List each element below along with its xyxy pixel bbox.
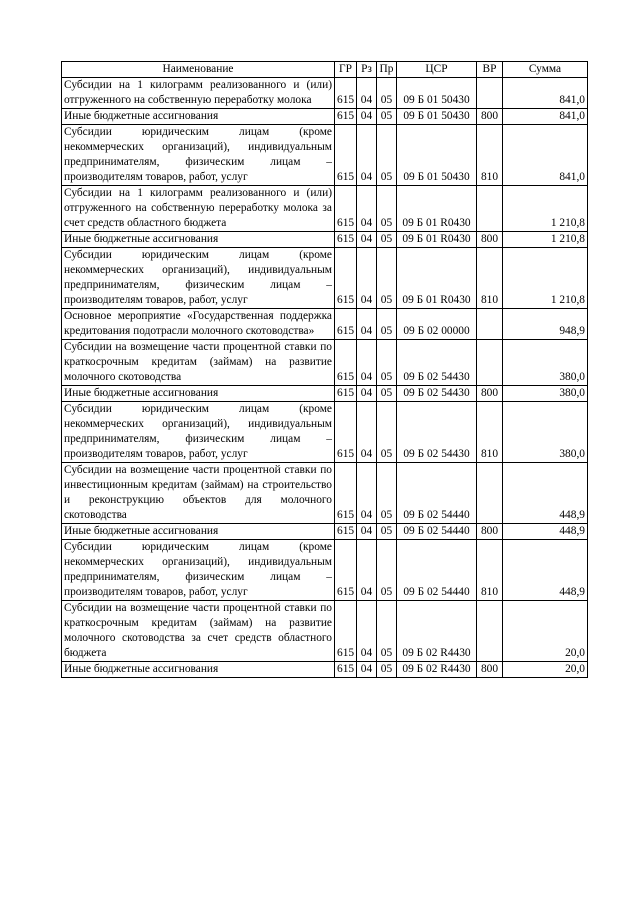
cell-sum: 448,9	[503, 463, 588, 524]
cell-name: Иные бюджетные ассигнования	[62, 232, 335, 248]
header-sum: Сумма	[503, 62, 588, 78]
cell-rz: 04	[357, 248, 377, 309]
cell-gr: 615	[335, 109, 357, 125]
cell-name: Субсидии на возмещение части процентной ставки по краткосрочным кредитам (займам) на развитие молочного скотоводства	[62, 340, 335, 386]
cell-vr: 800	[477, 109, 503, 125]
cell-vr: 800	[477, 232, 503, 248]
cell-gr: 615	[335, 309, 357, 340]
table-row	[62, 662, 588, 678]
cell-vr	[477, 186, 503, 232]
cell-pr: 05	[377, 340, 397, 386]
cell-rz: 04	[357, 402, 377, 463]
cell-name: Субсидии юридическим лицам (кроме некоммерческих организаций), индивидуальным предпринимателям, физическим лицам – производителям товаров, работ, услуг	[62, 125, 335, 186]
cell-vr: 810	[477, 402, 503, 463]
cell-pr: 05	[377, 109, 397, 125]
cell-rz: 04	[357, 386, 377, 402]
header-rz: Рз	[357, 62, 377, 78]
cell-csr: 09 Б 01 R0430	[397, 232, 477, 248]
cell-gr: 615	[335, 402, 357, 463]
cell-vr: 810	[477, 125, 503, 186]
cell-rz: 04	[357, 340, 377, 386]
cell-gr: 615	[335, 248, 357, 309]
table-row	[62, 232, 588, 248]
cell-rz: 04	[357, 662, 377, 678]
cell-vr	[477, 340, 503, 386]
cell-pr: 05	[377, 232, 397, 248]
header-name: Наименование	[62, 62, 335, 78]
cell-vr: 800	[477, 662, 503, 678]
cell-vr	[477, 463, 503, 524]
table-row	[62, 540, 588, 601]
table-row	[62, 402, 588, 463]
cell-vr	[477, 309, 503, 340]
cell-pr: 05	[377, 309, 397, 340]
cell-sum: 380,0	[503, 340, 588, 386]
cell-name: Субсидии на возмещение части процентной ставки по краткосрочным кредитам (займам) на развитие молочного скотоводства за счет средств областного бюджета	[62, 601, 335, 662]
cell-csr: 09 Б 02 54430	[397, 386, 477, 402]
table-header-row	[62, 62, 588, 78]
cell-csr: 09 Б 02 54440	[397, 524, 477, 540]
cell-csr: 09 Б 02 54430	[397, 340, 477, 386]
cell-pr: 05	[377, 248, 397, 309]
cell-gr: 615	[335, 540, 357, 601]
header-gr: ГР	[335, 62, 357, 78]
cell-gr: 615	[335, 125, 357, 186]
cell-pr: 05	[377, 524, 397, 540]
cell-rz: 04	[357, 463, 377, 524]
cell-pr: 05	[377, 402, 397, 463]
cell-vr	[477, 601, 503, 662]
cell-name: Субсидии на 1 килограмм реализованного и (или) отгруженного на собственную переработку молока за счет средств областного бюджета	[62, 186, 335, 232]
table-row	[62, 309, 588, 340]
cell-rz: 04	[357, 232, 377, 248]
cell-gr: 615	[335, 186, 357, 232]
cell-csr: 09 Б 02 54440	[397, 540, 477, 601]
cell-csr: 09 Б 02 00000	[397, 309, 477, 340]
cell-sum: 20,0	[503, 601, 588, 662]
cell-sum: 948,9	[503, 309, 588, 340]
cell-csr: 09 Б 01 R0430	[397, 186, 477, 232]
cell-name: Иные бюджетные ассигнования	[62, 662, 335, 678]
cell-sum: 841,0	[503, 109, 588, 125]
table-row	[62, 78, 588, 109]
cell-pr: 05	[377, 662, 397, 678]
cell-sum: 1 210,8	[503, 232, 588, 248]
cell-rz: 04	[357, 601, 377, 662]
cell-name: Субсидии на 1 килограмм реализованного и (или) отгруженного на собственную переработку молока	[62, 78, 335, 109]
cell-name: Субсидии юридическим лицам (кроме некоммерческих организаций), индивидуальным предпринимателям, физическим лицам – производителям товаров, работ, услуг	[62, 402, 335, 463]
cell-gr: 615	[335, 662, 357, 678]
cell-pr: 05	[377, 463, 397, 524]
cell-sum: 448,9	[503, 540, 588, 601]
cell-csr: 09 Б 01 50430	[397, 125, 477, 186]
cell-gr: 615	[335, 340, 357, 386]
cell-rz: 04	[357, 125, 377, 186]
table-row	[62, 125, 588, 186]
cell-pr: 05	[377, 601, 397, 662]
cell-rz: 04	[357, 78, 377, 109]
table-row	[62, 109, 588, 125]
table-row	[62, 386, 588, 402]
cell-csr: 09 Б 01 50430	[397, 109, 477, 125]
cell-gr: 615	[335, 232, 357, 248]
table-row	[62, 186, 588, 232]
cell-sum: 448,9	[503, 524, 588, 540]
header-pr: Пр	[377, 62, 397, 78]
cell-csr: 09 Б 01 50430	[397, 78, 477, 109]
cell-csr: 09 Б 01 R0430	[397, 248, 477, 309]
header-vr: ВР	[477, 62, 503, 78]
cell-rz: 04	[357, 540, 377, 601]
cell-pr: 05	[377, 386, 397, 402]
cell-rz: 04	[357, 309, 377, 340]
table-row	[62, 340, 588, 386]
cell-pr: 05	[377, 78, 397, 109]
cell-pr: 05	[377, 540, 397, 601]
budget-table	[61, 61, 588, 678]
cell-vr: 800	[477, 386, 503, 402]
cell-name: Основное мероприятие «Государственная поддержка кредитования подотрасли молочного скотоводства»	[62, 309, 335, 340]
table-row	[62, 463, 588, 524]
header-csr: ЦСР	[397, 62, 477, 78]
table-row	[62, 248, 588, 309]
cell-name: Иные бюджетные ассигнования	[62, 109, 335, 125]
cell-rz: 04	[357, 109, 377, 125]
cell-vr: 810	[477, 248, 503, 309]
cell-gr: 615	[335, 601, 357, 662]
cell-vr	[477, 78, 503, 109]
cell-sum: 1 210,8	[503, 186, 588, 232]
table-row	[62, 524, 588, 540]
cell-pr: 05	[377, 125, 397, 186]
cell-name: Субсидии на возмещение части процентной ставки по инвестиционным кредитам (займам) на строительство и реконструкцию объектов для молочного скотоводства	[62, 463, 335, 524]
cell-sum: 841,0	[503, 125, 588, 186]
cell-name: Иные бюджетные ассигнования	[62, 386, 335, 402]
cell-gr: 615	[335, 78, 357, 109]
cell-name: Субсидии юридическим лицам (кроме некоммерческих организаций), индивидуальным предпринимателям, физическим лицам – производителям товаров, работ, услуг	[62, 540, 335, 601]
cell-gr: 615	[335, 386, 357, 402]
cell-sum: 841,0	[503, 78, 588, 109]
cell-gr: 615	[335, 463, 357, 524]
cell-sum: 380,0	[503, 402, 588, 463]
cell-rz: 04	[357, 186, 377, 232]
cell-sum: 20,0	[503, 662, 588, 678]
cell-csr: 09 Б 02 54430	[397, 402, 477, 463]
cell-vr: 800	[477, 524, 503, 540]
cell-vr: 810	[477, 540, 503, 601]
cell-rz: 04	[357, 524, 377, 540]
cell-gr: 615	[335, 524, 357, 540]
cell-sum: 1 210,8	[503, 248, 588, 309]
cell-pr: 05	[377, 186, 397, 232]
table-body	[62, 78, 588, 678]
cell-csr: 09 Б 02 54440	[397, 463, 477, 524]
cell-name: Субсидии юридическим лицам (кроме некоммерческих организаций), индивидуальным предпринимателям, физическим лицам – производителям товаров, работ, услуг	[62, 248, 335, 309]
table-row	[62, 601, 588, 662]
cell-csr: 09 Б 02 R4430	[397, 601, 477, 662]
cell-csr: 09 Б 02 R4430	[397, 662, 477, 678]
cell-sum: 380,0	[503, 386, 588, 402]
cell-name: Иные бюджетные ассигнования	[62, 524, 335, 540]
